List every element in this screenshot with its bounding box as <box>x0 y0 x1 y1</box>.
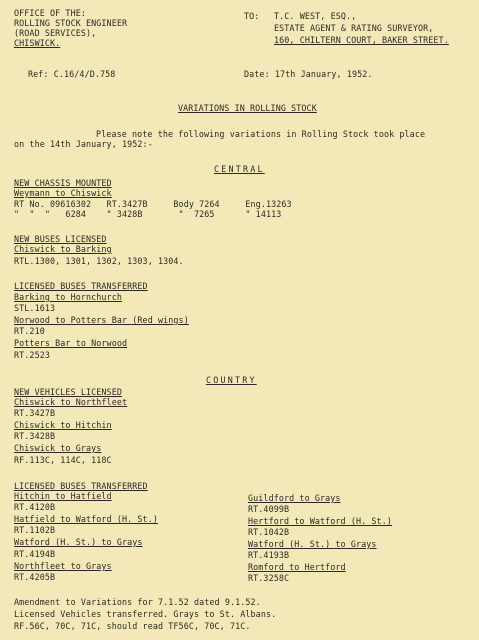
country-heading: COUNTRY <box>206 375 257 385</box>
central-value-3: RT.2523 <box>14 350 50 360</box>
new-buses-heading: NEW BUSES LICENSED <box>14 234 107 244</box>
left-value-1: RT.4120B <box>14 502 56 512</box>
left-route-3: Watford (H. St.) to Grays <box>14 537 143 547</box>
central-heading: CENTRAL <box>214 164 265 174</box>
new-chassis-row-1: RT No. 09616302 RT.3427B Body 7264 Eng.13263 <box>14 199 292 209</box>
new-chassis-heading: NEW CHASSIS MOUNTED <box>14 178 112 188</box>
document-date: Date: 17th January, 1952. <box>244 69 373 79</box>
central-value-2: RT.210 <box>14 326 45 336</box>
new-chassis-row-2: " " " 6284 " 3428B " 7265 " 14113 <box>14 209 282 219</box>
amendment-line-3: RF.56C, 70C, 71C, should read TF56C, 70C, 71C. <box>14 621 251 631</box>
intro-line-2: on the 14th January, 1952:- <box>14 139 153 149</box>
new-chassis-route: Weymann to Chiswick <box>14 188 112 198</box>
right-value-4: RT.3258C <box>248 573 290 583</box>
right-route-1: Guildford to Grays <box>248 493 341 503</box>
to-name-line: T.C. WEST, ESQ., <box>274 11 357 21</box>
left-route-4: Northfleet to Grays <box>14 561 112 571</box>
new-vehicles-heading: NEW VEHICLES LICENSED <box>14 387 122 397</box>
right-route-4: Romford to Hertford <box>248 562 346 572</box>
right-value-3: RT.4193B <box>248 550 290 560</box>
right-value-2: RT.1042B <box>248 527 290 537</box>
reference-number: Ref: C.16/4/D.758 <box>28 69 116 79</box>
new-buses-route: Chiswick to Barking <box>14 244 112 254</box>
left-route-2: Hatfield to Watford (H. St.) <box>14 514 158 524</box>
amendment-line-1: Amendment to Variations for 7.1.52 dated 9.1.52. <box>14 597 261 607</box>
central-transferred-heading: LICENSED BUSES TRANSFERRED <box>14 281 148 291</box>
from-department-line: ROLLING STOCK ENGINEER <box>14 18 128 28</box>
right-route-3: Watford (H. St.) to Grays <box>248 539 377 549</box>
country-value-3: RF.113C, 114C, 118C <box>14 455 112 465</box>
new-buses-list: RTL.1300, 1301, 1302, 1303, 1304. <box>14 256 184 266</box>
country-route-2: Chiswick to Hitchin <box>14 420 112 430</box>
document-title: VARIATIONS IN ROLLING STOCK <box>178 103 317 113</box>
to-title-line: ESTATE AGENT & RATING SURVEYOR, <box>274 23 434 33</box>
left-value-2: RT.1102B <box>14 525 56 535</box>
central-route-2: Norwood to Potters Bar (Red wings) <box>14 315 189 325</box>
left-value-4: RT.4205B <box>14 572 56 582</box>
to-address-line: 160, CHILTERN COURT, BAKER STREET. <box>274 35 449 45</box>
central-value-1: STL.1613 <box>14 303 56 313</box>
to-label: TO: <box>244 11 260 21</box>
left-route-1: Hitchin to Hatfield <box>14 491 112 501</box>
intro-line-1: Please note the following variations in Rolling Stock took place <box>96 129 426 139</box>
amendment-line-2: Licensed Vehicles transferred. Grays to St. Albans. <box>14 609 277 619</box>
country-transferred-heading: LICENSED BUSES TRANSFERRED <box>14 481 148 491</box>
country-value-1: RT.3427B <box>14 408 56 418</box>
country-route-3: Chiswick to Grays <box>14 443 102 453</box>
central-route-1: Barking to Hornchurch <box>14 292 122 302</box>
from-office-line: OFFICE OF THE: <box>14 8 86 18</box>
from-location-line: CHISWICK. <box>14 38 61 48</box>
right-route-2: Hertford to Watford (H. St.) <box>248 516 392 526</box>
left-value-3: RT.4194B <box>14 549 56 559</box>
central-route-3: Potters Bar to Norwood <box>14 338 128 348</box>
from-services-line: (ROAD SERVICES), <box>14 28 97 38</box>
country-route-1: Chiswick to Northfleet <box>14 397 128 407</box>
right-value-1: RT.4099B <box>248 504 290 514</box>
country-value-2: RT.3428B <box>14 431 56 441</box>
